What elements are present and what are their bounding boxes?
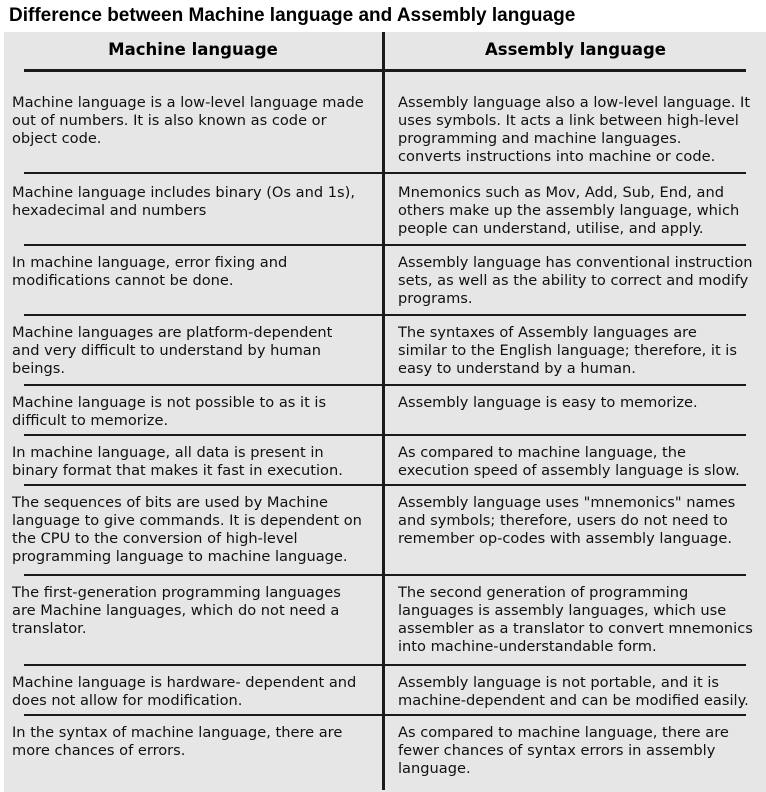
assembly-language-cell: As compared to machine language, there are fewer chances of syntax errors in assembly language.	[398, 724, 729, 777]
row-separator	[24, 314, 382, 316]
assembly-language-cell: Assembly language has conventional instruction sets, as well as the ability to correct and modify programs.	[398, 254, 753, 307]
machine-language-cell: The first-generation programming languages are Machine languages, which do not need a translator.	[12, 584, 341, 637]
machine-language-cell: Machine language is hardware- dependent and does not allow for modification.	[12, 674, 357, 709]
assembly-language-cell: Mnemonics such as Mov, Add, Sub, End, and others make up the assembly language, which people can understand, utilise, and apply.	[398, 184, 740, 237]
row-separator	[385, 314, 746, 316]
machine-language-cell: Machine languages are platform-dependent and very difficult to understand by human beings.	[12, 324, 333, 377]
assembly-language-cell: Assembly language is easy to memorize.	[398, 394, 698, 411]
row-separator	[385, 434, 746, 436]
row-separator	[385, 664, 746, 666]
row-separator	[24, 244, 382, 246]
machine-language-cell: In machine language, error fixing and modifications cannot be done.	[12, 254, 288, 289]
header-rule	[24, 69, 746, 72]
row-separator	[385, 484, 746, 486]
row-separator	[24, 664, 382, 666]
row-separator	[24, 434, 382, 436]
assembly-language-cell: As compared to machine language, the execution speed of assembly language is slow.	[398, 444, 740, 479]
machine-language-cell: Machine language is not possible to as it is difficult to memorize.	[12, 394, 327, 429]
machine-language-cell: The sequences of bits are used by Machine language to give commands. It is dependent on the CPU to the conversion of high-level programming language to machine language.	[12, 494, 362, 565]
row-separator	[24, 484, 382, 486]
row-separator	[385, 384, 746, 386]
machine-language-cell: In machine language, all data is present in binary format that makes it fast in execution.	[12, 444, 343, 479]
column-header-assembly-language: Assembly language	[485, 40, 666, 59]
row-separator	[385, 714, 746, 716]
assembly-language-cell: Assembly language uses "mnemonics" names and symbols; therefore, users do not need to remember op-codes with assembly language.	[398, 494, 736, 547]
assembly-language-cell: The syntaxes of Assembly languages are similar to the English language; therefore, it is easy to understand by a human.	[398, 324, 737, 377]
column-divider	[382, 32, 385, 790]
row-separator	[24, 714, 382, 716]
page-title: Difference between Machine language and Assembly language	[9, 5, 576, 26]
machine-language-cell: In the syntax of machine language, there are more chances of errors.	[12, 724, 343, 759]
row-separator	[24, 172, 382, 174]
row-separator	[385, 244, 746, 246]
row-separator	[385, 574, 746, 576]
row-separator	[385, 172, 746, 174]
assembly-language-cell: Assembly language also a low-level language. It uses symbols. It acts a link between high-level programming and machine languages. converts instructions into machine or code.	[398, 94, 751, 165]
machine-language-cell: Machine language includes binary (Os and 1s), hexadecimal and numbers	[12, 184, 355, 219]
row-separator	[24, 574, 382, 576]
assembly-language-cell: Assembly language is not portable, and it is machine-dependent and can be modified easily.	[398, 674, 749, 709]
machine-language-cell: Machine language is a low-level language made out of numbers. It is also known as code or object code.	[12, 94, 364, 147]
column-header-machine-language: Machine language	[108, 40, 278, 59]
row-separator	[24, 384, 382, 386]
assembly-language-cell: The second generation of programming languages is assembly languages, which use assembler as a translator to convert mnemonics into machine-understandable form.	[398, 584, 753, 655]
